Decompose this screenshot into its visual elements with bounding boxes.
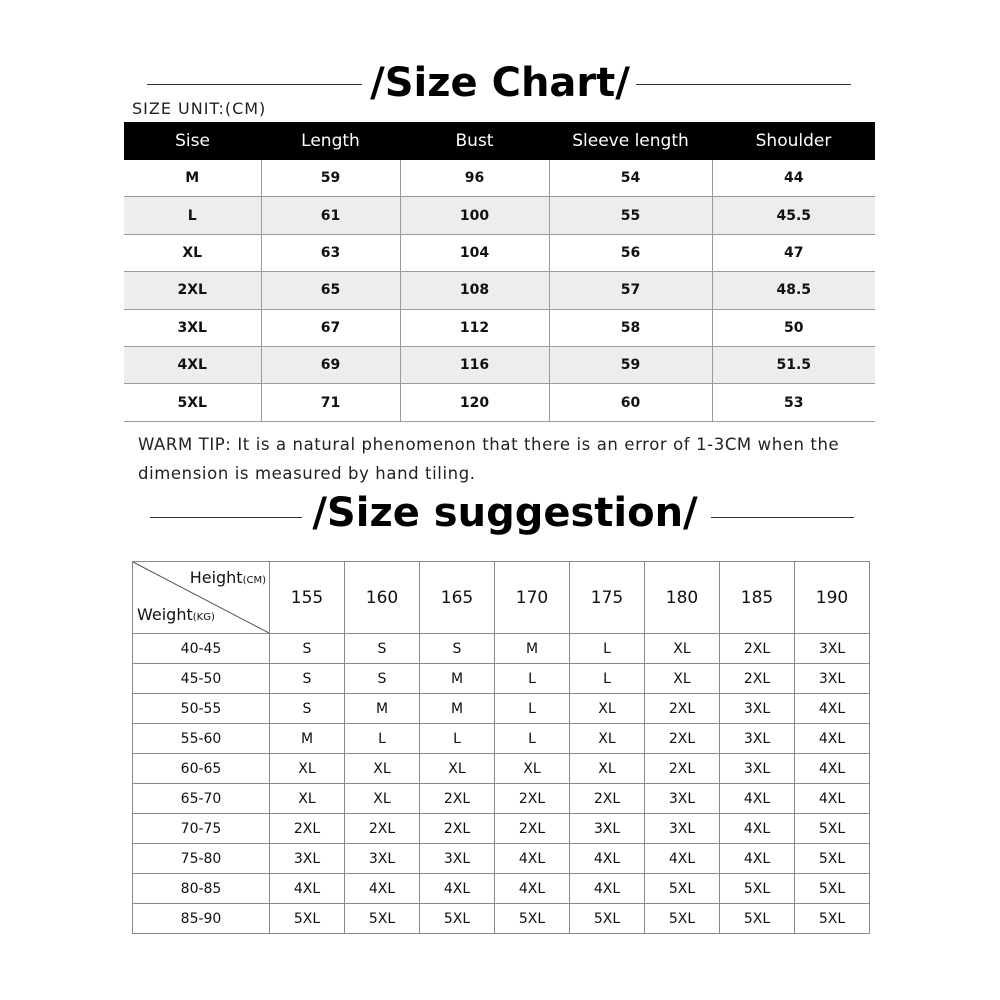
suggested-size-cell: 5XL [720, 904, 795, 934]
size-cell: M [124, 160, 261, 197]
suggested-size-cell: 2XL [645, 754, 720, 784]
size-cell: XL [124, 234, 261, 271]
column-header: Bust [400, 122, 549, 160]
size-suggestion-row [133, 664, 870, 694]
measurement-cell: 108 [400, 272, 549, 309]
suggested-size-cell: XL [270, 754, 345, 784]
suggested-size-cell: 5XL [720, 874, 795, 904]
measurement-cell: 112 [400, 309, 549, 346]
suggested-size-cell: 5XL [570, 904, 645, 934]
height-header: 180 [645, 562, 720, 634]
height-header: 175 [570, 562, 645, 634]
height-header: 190 [795, 562, 870, 634]
suggested-size-cell: 4XL [570, 874, 645, 904]
suggested-size-cell: 5XL [645, 874, 720, 904]
height-header: 160 [345, 562, 420, 634]
measurement-cell: 63 [261, 234, 400, 271]
size-suggestion-row [133, 784, 870, 814]
size-chart-row [124, 272, 875, 309]
weight-range-cell: 75-80 [133, 844, 270, 874]
suggested-size-cell: 5XL [495, 904, 570, 934]
suggested-size-cell: XL [270, 784, 345, 814]
suggested-size-cell: 4XL [795, 694, 870, 724]
weight-label: Weight(KG) [137, 605, 215, 624]
size-suggestion-row [133, 754, 870, 784]
suggested-size-cell: 3XL [570, 814, 645, 844]
suggested-size-cell: 2XL [345, 814, 420, 844]
suggested-size-cell: 2XL [495, 814, 570, 844]
suggested-size-cell: 5XL [420, 904, 495, 934]
height-header: 170 [495, 562, 570, 634]
suggested-size-cell: XL [570, 724, 645, 754]
suggested-size-cell: XL [645, 664, 720, 694]
measurement-cell: 45.5 [712, 197, 875, 234]
measurement-cell: 61 [261, 197, 400, 234]
suggested-size-cell: M [420, 694, 495, 724]
size-cell: 3XL [124, 309, 261, 346]
suggested-size-cell: 4XL [795, 784, 870, 814]
weight-range-cell: 70-75 [133, 814, 270, 844]
suggested-size-cell: 3XL [420, 844, 495, 874]
measurement-cell: 69 [261, 346, 400, 383]
size-chart-row [124, 234, 875, 271]
title-divider-right [636, 84, 851, 85]
measurement-cell: 71 [261, 384, 400, 421]
measurement-cell: 67 [261, 309, 400, 346]
suggested-size-cell: S [270, 664, 345, 694]
suggested-size-cell: 4XL [270, 874, 345, 904]
suggested-size-cell: 2XL [720, 664, 795, 694]
measurement-cell: 44 [712, 160, 875, 197]
measurement-cell: 48.5 [712, 272, 875, 309]
height-header: 155 [270, 562, 345, 634]
measurement-cell: 51.5 [712, 346, 875, 383]
size-cell: 4XL [124, 346, 261, 383]
suggested-size-cell: 4XL [795, 724, 870, 754]
size-chart-title: /Size Chart/ [370, 60, 630, 106]
suggested-size-cell: XL [570, 754, 645, 784]
suggested-size-cell: XL [345, 754, 420, 784]
measurement-cell: 47 [712, 234, 875, 271]
suggested-size-cell: 4XL [420, 874, 495, 904]
suggested-size-cell: M [270, 724, 345, 754]
measurement-cell: 59 [549, 346, 712, 383]
weight-range-cell: 50-55 [133, 694, 270, 724]
measurement-cell: 57 [549, 272, 712, 309]
weight-range-cell: 55-60 [133, 724, 270, 754]
size-chart-header-row [124, 122, 875, 160]
suggested-size-cell: 5XL [795, 874, 870, 904]
weight-range-cell: 45-50 [133, 664, 270, 694]
measurement-cell: 120 [400, 384, 549, 421]
column-header: Length [261, 122, 400, 160]
size-unit-label: SIZE UNIT:(CM) [132, 99, 267, 118]
measurement-cell: 65 [261, 272, 400, 309]
measurement-cell: 100 [400, 197, 549, 234]
suggested-size-cell: L [495, 724, 570, 754]
size-chart-row [124, 197, 875, 234]
suggested-size-cell: 5XL [270, 904, 345, 934]
size-suggestion-row [133, 814, 870, 844]
weight-range-cell: 85-90 [133, 904, 270, 934]
suggested-size-cell: XL [495, 754, 570, 784]
suggested-size-cell: 2XL [570, 784, 645, 814]
size-cell: L [124, 197, 261, 234]
height-weight-corner-cell [133, 562, 270, 634]
measurement-cell: 55 [549, 197, 712, 234]
suggested-size-cell: S [345, 664, 420, 694]
suggested-size-cell: L [345, 724, 420, 754]
title-divider-right [711, 517, 854, 518]
suggested-size-cell: L [570, 664, 645, 694]
warm-tip: WARM TIP: It is a natural phenomenon that there is an error of 1-3CM when the dimension is measured by hand tiling. [138, 435, 840, 483]
weight-range-cell: 60-65 [133, 754, 270, 784]
measurement-cell: 116 [400, 346, 549, 383]
suggested-size-cell: 5XL [795, 814, 870, 844]
suggested-size-cell: XL [570, 694, 645, 724]
suggested-size-cell: 4XL [345, 874, 420, 904]
suggested-size-cell: M [345, 694, 420, 724]
suggested-size-cell: 2XL [270, 814, 345, 844]
suggested-size-cell: L [570, 634, 645, 664]
suggested-size-cell: 2XL [645, 694, 720, 724]
size-suggestion-row [133, 724, 870, 754]
suggested-size-cell: 5XL [645, 904, 720, 934]
measurement-cell: 56 [549, 234, 712, 271]
column-header: Shoulder [712, 122, 875, 160]
size-cell: 2XL [124, 272, 261, 309]
suggested-size-cell: 5XL [795, 904, 870, 934]
suggested-size-cell: XL [345, 784, 420, 814]
suggested-size-cell: 2XL [420, 814, 495, 844]
suggested-size-cell: 3XL [795, 634, 870, 664]
suggested-size-cell: 4XL [720, 784, 795, 814]
measurement-cell: 50 [712, 309, 875, 346]
suggested-size-cell: 3XL [795, 664, 870, 694]
size-suggestion-row [133, 694, 870, 724]
size-chart-row [124, 309, 875, 346]
measurement-cell: 58 [549, 309, 712, 346]
suggested-size-cell: 2XL [495, 784, 570, 814]
measurement-cell: 60 [549, 384, 712, 421]
suggested-size-cell: M [420, 664, 495, 694]
size-suggestion-title: /Size suggestion/ [312, 490, 698, 536]
measurement-cell: 59 [261, 160, 400, 197]
suggested-size-cell: 3XL [645, 784, 720, 814]
size-suggestion-header-row [133, 562, 870, 634]
size-suggestion-table [132, 561, 870, 934]
suggested-size-cell: L [495, 664, 570, 694]
size-suggestion-row [133, 904, 870, 934]
size-suggestion-row [133, 634, 870, 664]
suggested-size-cell: 3XL [645, 814, 720, 844]
suggested-size-cell: S [270, 694, 345, 724]
size-chart-row [124, 346, 875, 383]
suggested-size-cell: 5XL [795, 844, 870, 874]
suggested-size-cell: 4XL [495, 844, 570, 874]
height-label: Height(CM) [189, 568, 266, 587]
size-chart-row [124, 384, 875, 421]
weight-range-cell: 80-85 [133, 874, 270, 904]
measurement-cell: 96 [400, 160, 549, 197]
weight-range-cell: 40-45 [133, 634, 270, 664]
weight-range-cell: 65-70 [133, 784, 270, 814]
size-suggestion-row [133, 844, 870, 874]
suggested-size-cell: L [420, 724, 495, 754]
measurement-cell: 54 [549, 160, 712, 197]
suggested-size-cell: 3XL [720, 754, 795, 784]
height-header: 165 [420, 562, 495, 634]
suggested-size-cell: L [495, 694, 570, 724]
suggested-size-cell: 4XL [720, 844, 795, 874]
size-chart-table [124, 122, 875, 422]
suggested-size-cell: XL [420, 754, 495, 784]
column-header: Sleeve length [549, 122, 712, 160]
suggested-size-cell: 2XL [645, 724, 720, 754]
size-chart-row [124, 160, 875, 197]
suggested-size-cell: M [495, 634, 570, 664]
suggested-size-cell: S [420, 634, 495, 664]
suggested-size-cell: 4XL [645, 844, 720, 874]
suggested-size-cell: S [270, 634, 345, 664]
title-divider-left [150, 517, 302, 518]
column-header: Sise [124, 122, 261, 160]
suggested-size-cell: 5XL [345, 904, 420, 934]
suggested-size-cell: 4XL [570, 844, 645, 874]
suggested-size-cell: XL [645, 634, 720, 664]
suggested-size-cell: 2XL [720, 634, 795, 664]
size-cell: 5XL [124, 384, 261, 421]
suggested-size-cell: 4XL [495, 874, 570, 904]
size-suggestion-row [133, 874, 870, 904]
suggested-size-cell: 3XL [720, 694, 795, 724]
measurement-cell: 104 [400, 234, 549, 271]
measurement-cell: 53 [712, 384, 875, 421]
suggested-size-cell: 4XL [795, 754, 870, 784]
height-header: 185 [720, 562, 795, 634]
suggested-size-cell: 2XL [420, 784, 495, 814]
suggested-size-cell: S [345, 634, 420, 664]
suggested-size-cell: 4XL [720, 814, 795, 844]
suggested-size-cell: 3XL [720, 724, 795, 754]
suggested-size-cell: 3XL [345, 844, 420, 874]
suggested-size-cell: 3XL [270, 844, 345, 874]
